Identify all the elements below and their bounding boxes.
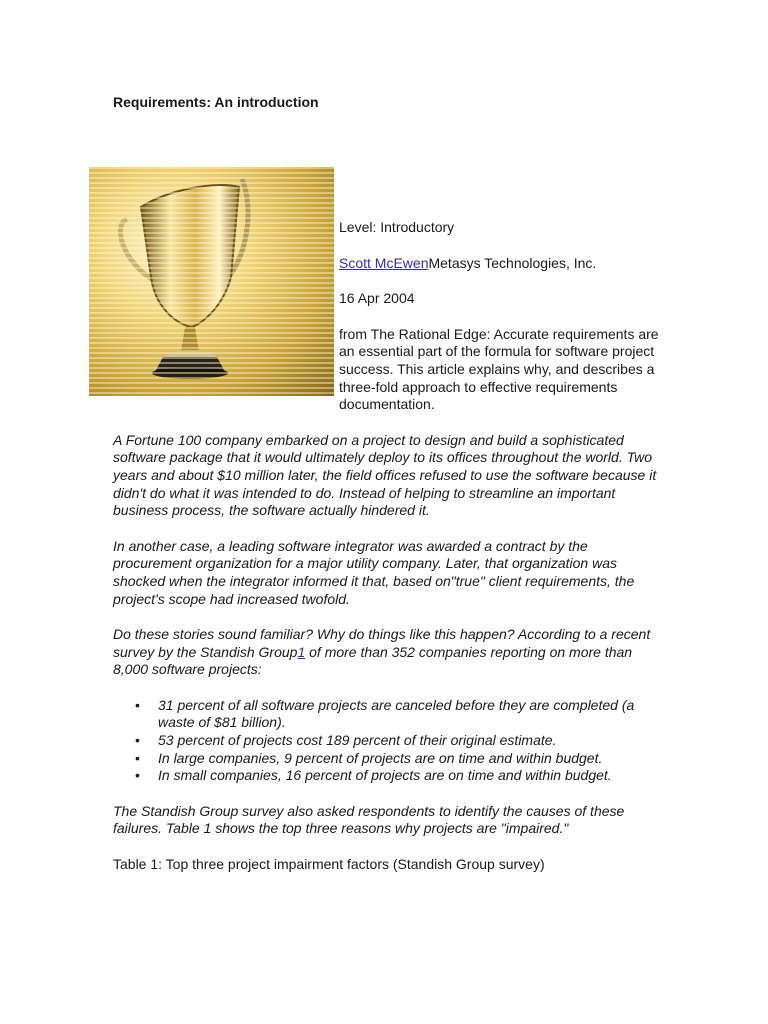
list-item: • 31 percent of all software projects are canceled before they are completed (a waste of $81 billion). (158, 697, 661, 732)
paragraph-3-text: Do these stories sound familiar? Why do things like this happen? According to a recent survey by the Standish Group (113, 626, 651, 660)
author-link[interactable]: Scott McEwen (339, 254, 429, 271)
author-company: Metasys Technologies, Inc. (428, 254, 597, 271)
paragraph-4: The Standish Group survey also asked respondents to identify the causes of these failures. Table 1 shows the top three reasons why projects are "impaired." (113, 802, 625, 837)
article-title: Requirements: An introduction (113, 94, 319, 110)
list-item: • 53 percent of projects cost 189 percent of their original estimate. (158, 732, 661, 750)
paragraph-3-text-end: of more than 352 companies reporting on more than 8,000 software projects: (113, 643, 633, 678)
list-item: • In small companies, 16 percent of projects are on time and within budget. (158, 767, 661, 785)
paragraph-2: In another case, a leading software integrator was awarded a contract by the procurement organization for a major utility company. Later, that organization was shocked when the integrator informed it that, based on"true" client requirements, the project's scope had increased twofold. (113, 537, 635, 607)
list-item: • In large companies, 9 percent of projects are on time and within budget. (158, 750, 661, 768)
table-caption: Table 1: Top three project impairment factors (Standish Group survey) (113, 856, 545, 873)
article-body (113, 219, 661, 892)
footnote-link[interactable]: 1 (297, 643, 306, 660)
publish-date: 16 Apr 2004 (339, 290, 415, 307)
abstract: from The Rational Edge: Accurate requirements are an essential part of the formula for software project success. This article explains why, and describes a three-fold approach to effective requirements documentation. (339, 325, 659, 413)
stats-list (113, 697, 661, 785)
paragraph-3 (113, 626, 661, 679)
paragraph-1: A Fortune 100 company embarked on a project to design and build a sophisticated software package that it would ultimately deploy to its offices throughout the world. Two years and about $10 million later, the field offices refused to use the software because it didn't do what it was intended to do. Instead of helping to streamline an important business process, the software actually hindered it. (113, 431, 657, 519)
level-label: Level: Introductory (339, 219, 455, 235)
